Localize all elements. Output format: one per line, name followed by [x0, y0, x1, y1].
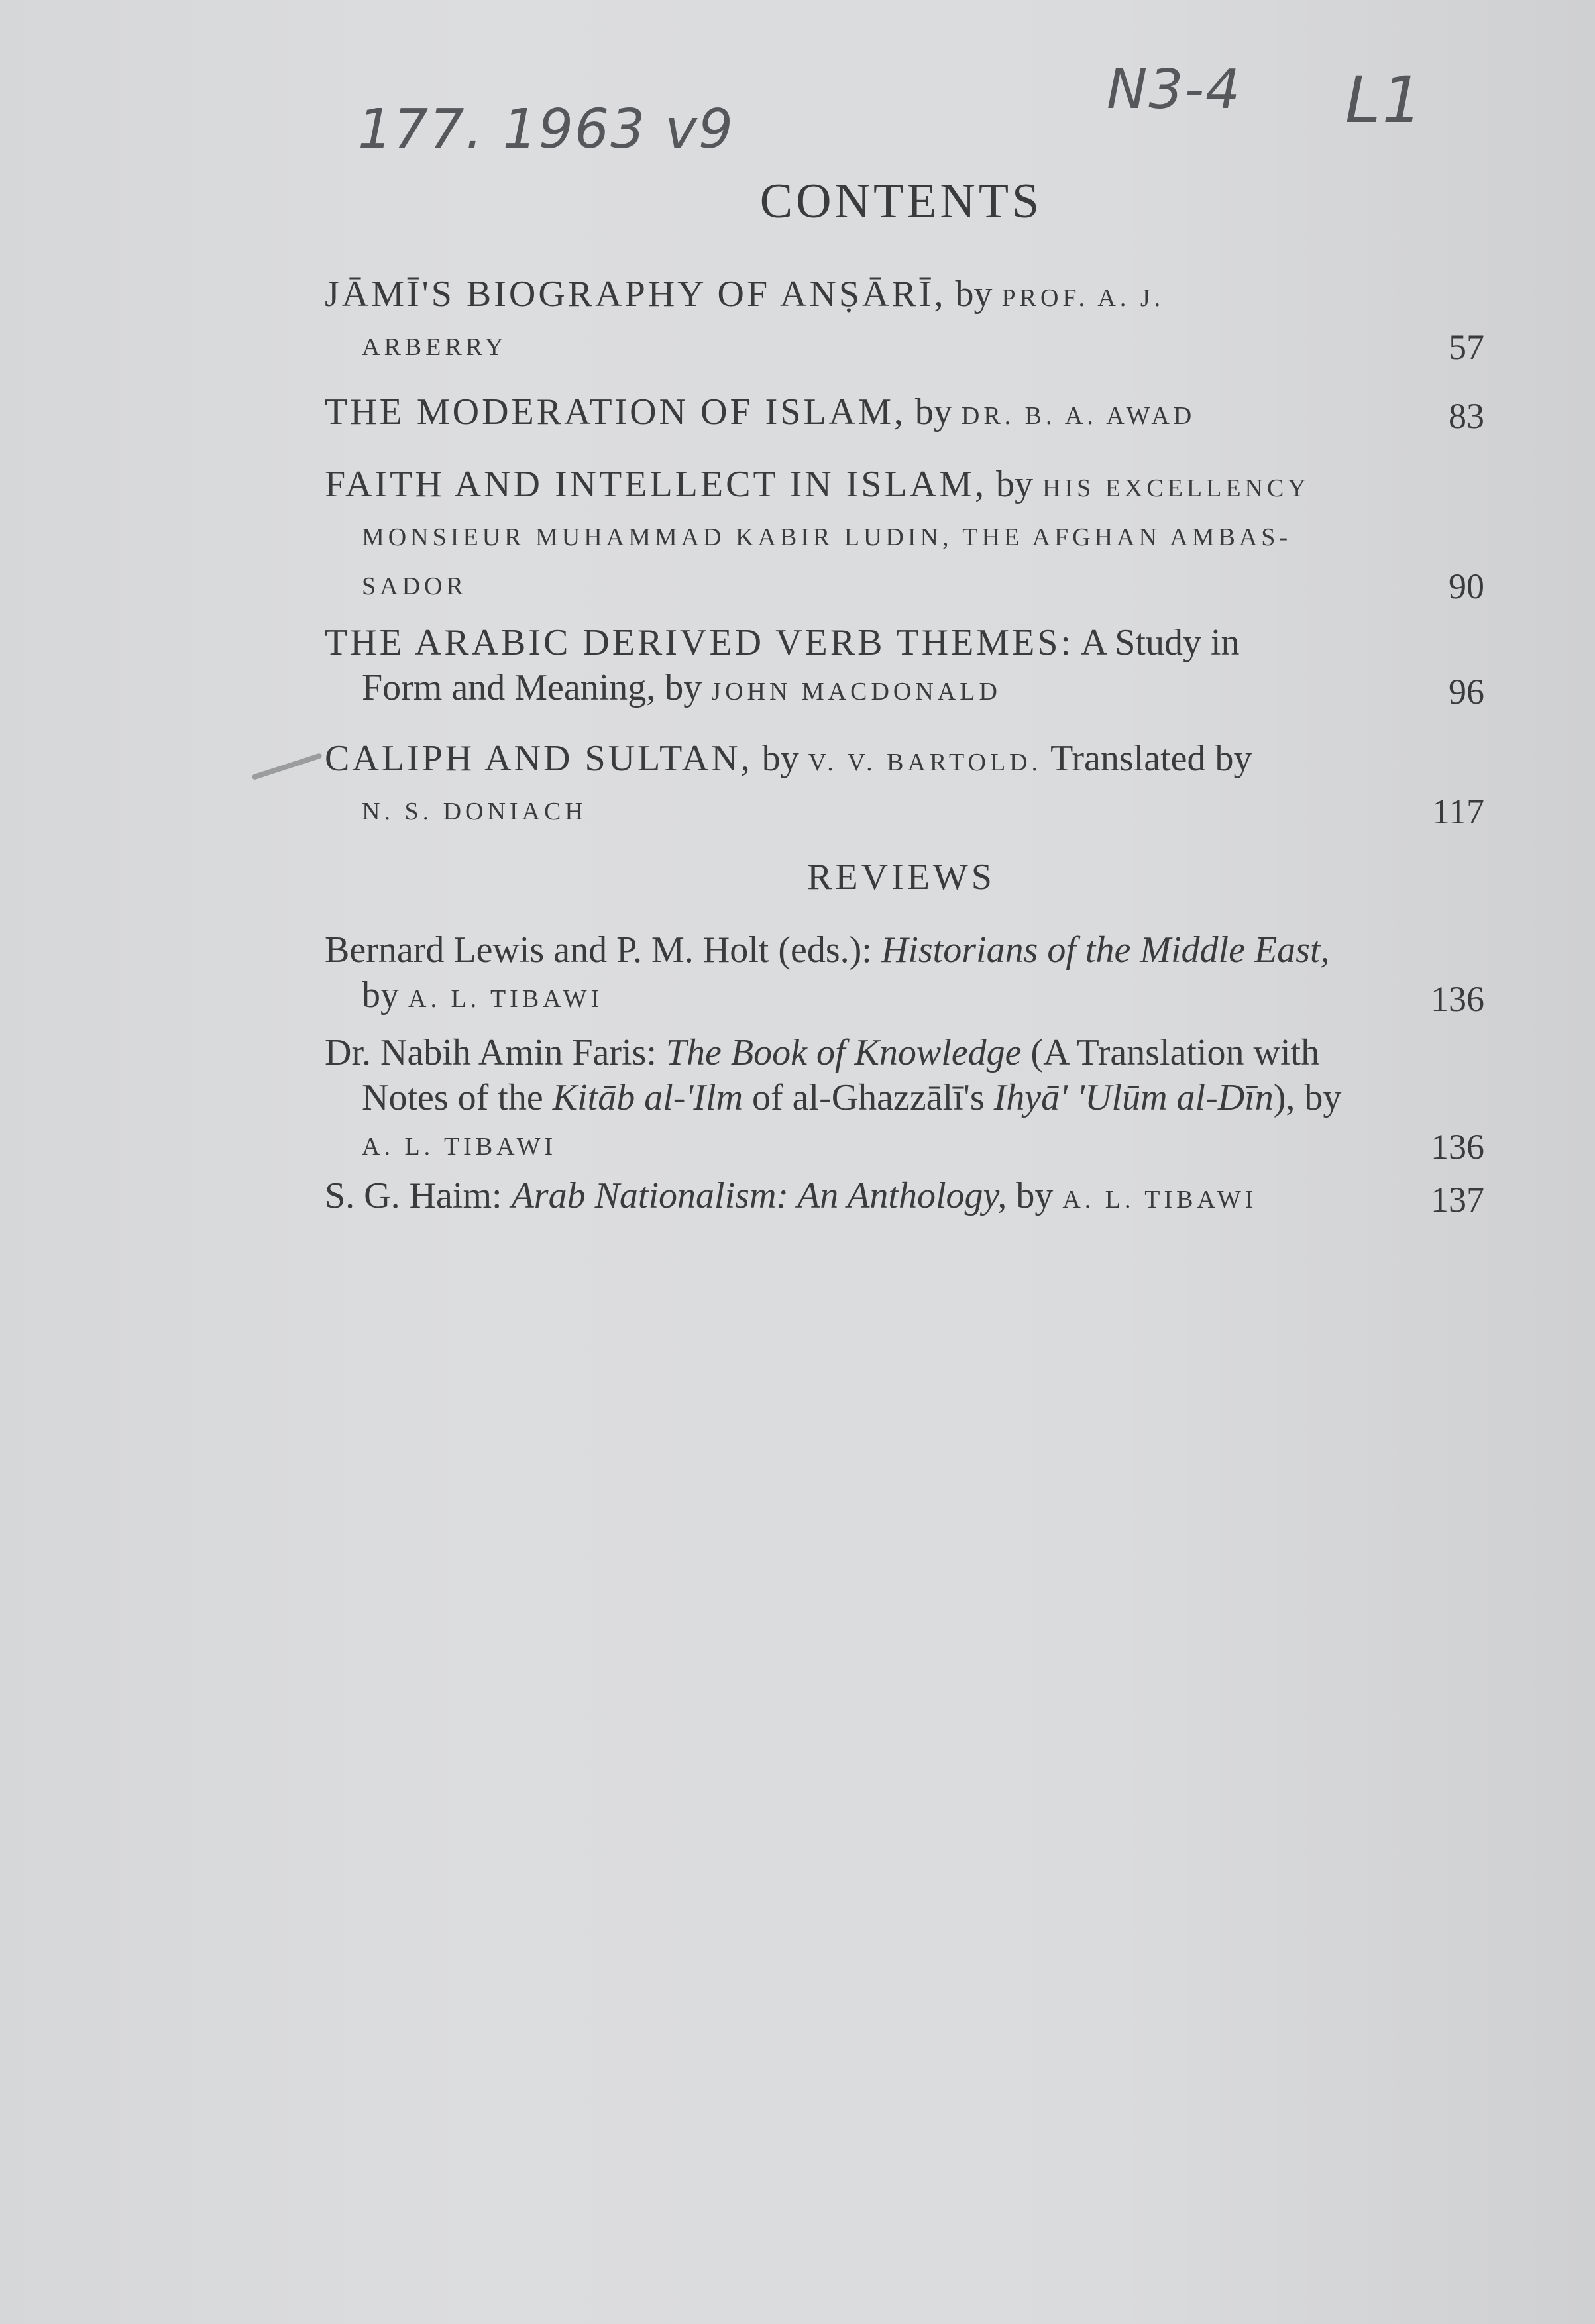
review-work-title: Ihyā' 'Ulūm al-Dīn	[993, 1077, 1274, 1118]
review-work-title: Kitāb al-'Ilm	[552, 1077, 743, 1118]
review-book-title: Historians of the Middle East,	[881, 929, 1330, 971]
article-author-cont: ARBERRY	[362, 333, 508, 361]
page-number: 136	[1431, 979, 1484, 1019]
reviews-title: REVIEWS	[807, 857, 995, 898]
reviewer: A. L. TIBAWI	[1062, 1186, 1258, 1214]
contents-title: CONTENTS	[759, 174, 1043, 229]
article-title: THE MODERATION OF ISLAM,	[325, 392, 906, 433]
review-description: Notes of the	[362, 1077, 543, 1118]
pencil-margin-mark	[251, 753, 322, 780]
article-title: JĀMĪ'S BIOGRAPHY OF ANṢĀRĪ,	[325, 274, 946, 315]
article-author-cont: MONSIEUR MUHAMMAD KABIR LUDIN, THE AFGHAN AMBAS-	[362, 523, 1292, 551]
article-author: HIS EXCELLENCY	[1042, 474, 1310, 502]
review-description: ), by	[1273, 1077, 1342, 1118]
reviewer: A. L. TIBAWI	[408, 985, 604, 1013]
review-book-title: Arab Nationalism: An Anthology,	[511, 1175, 1007, 1216]
article-author: V. V. BARTOLD.	[808, 749, 1042, 776]
article-subtitle-cont: Form and Meaning, by	[362, 667, 702, 708]
article-title: FAITH AND INTELLECT IN ISLAM,	[325, 464, 987, 505]
page-number: 136	[1431, 1127, 1484, 1167]
by-word: by	[1016, 1175, 1054, 1216]
page-number: 83	[1449, 396, 1484, 436]
review-entry-book-of-knowledge[interactable]	[325, 1030, 1484, 1169]
handwritten-note-left: 177. 1963 v9	[358, 98, 735, 161]
toc-entry-moderation-of-islam[interactable]	[325, 390, 1484, 439]
toc-entry-faith-and-intellect[interactable]	[325, 462, 1484, 609]
reviewer: A. L. TIBAWI	[362, 1133, 557, 1161]
by-word: by	[955, 274, 993, 315]
review-book-authors: Dr. Nabih Amin Faris:	[325, 1032, 657, 1073]
article-title: THE ARABIC DERIVED VERB THEMES:	[325, 622, 1073, 663]
article-author-cont: SADOR	[362, 572, 467, 600]
review-description: (A Translation with	[1030, 1032, 1320, 1073]
page-number: 57	[1449, 327, 1484, 367]
review-description: of al-Ghazzālī's	[752, 1077, 985, 1118]
handwritten-note-right: N3-4	[1107, 58, 1242, 121]
article-title: CALIPH AND SULTAN,	[325, 738, 753, 779]
page-number: 137	[1431, 1180, 1484, 1220]
toc-entry-arabic-verb-themes[interactable]	[325, 620, 1484, 714]
article-author: DR. B. A. AWAD	[961, 402, 1196, 430]
toc-entry-caliph-and-sultan[interactable]	[325, 736, 1484, 834]
article-translator: N. S. DONIACH	[362, 798, 587, 825]
review-entry-arab-nationalism[interactable]	[325, 1173, 1484, 1222]
by-word: by	[362, 975, 399, 1016]
by-word: by	[914, 392, 952, 433]
page-number: 117	[1432, 792, 1484, 831]
review-entry-historians[interactable]	[325, 927, 1484, 1022]
article-author: JOHN MACDONALD	[711, 678, 1001, 706]
translated-by: Translated by	[1050, 738, 1252, 779]
review-book-authors: S. G. Haim:	[325, 1175, 502, 1216]
page-number: 90	[1449, 566, 1484, 606]
review-book-authors: Bernard Lewis and P. M. Holt (eds.):	[325, 929, 872, 971]
toc-entry-jami-biography[interactable]	[325, 272, 1484, 370]
page-number: 96	[1449, 672, 1484, 712]
review-book-title: The Book of Knowledge	[665, 1032, 1022, 1073]
by-word: by	[995, 464, 1033, 505]
by-word: by	[761, 738, 799, 779]
handwritten-note-far-right: L1	[1345, 63, 1424, 137]
article-author: PROF. A. J.	[1001, 284, 1165, 312]
article-subtitle: A Study in	[1080, 622, 1240, 663]
